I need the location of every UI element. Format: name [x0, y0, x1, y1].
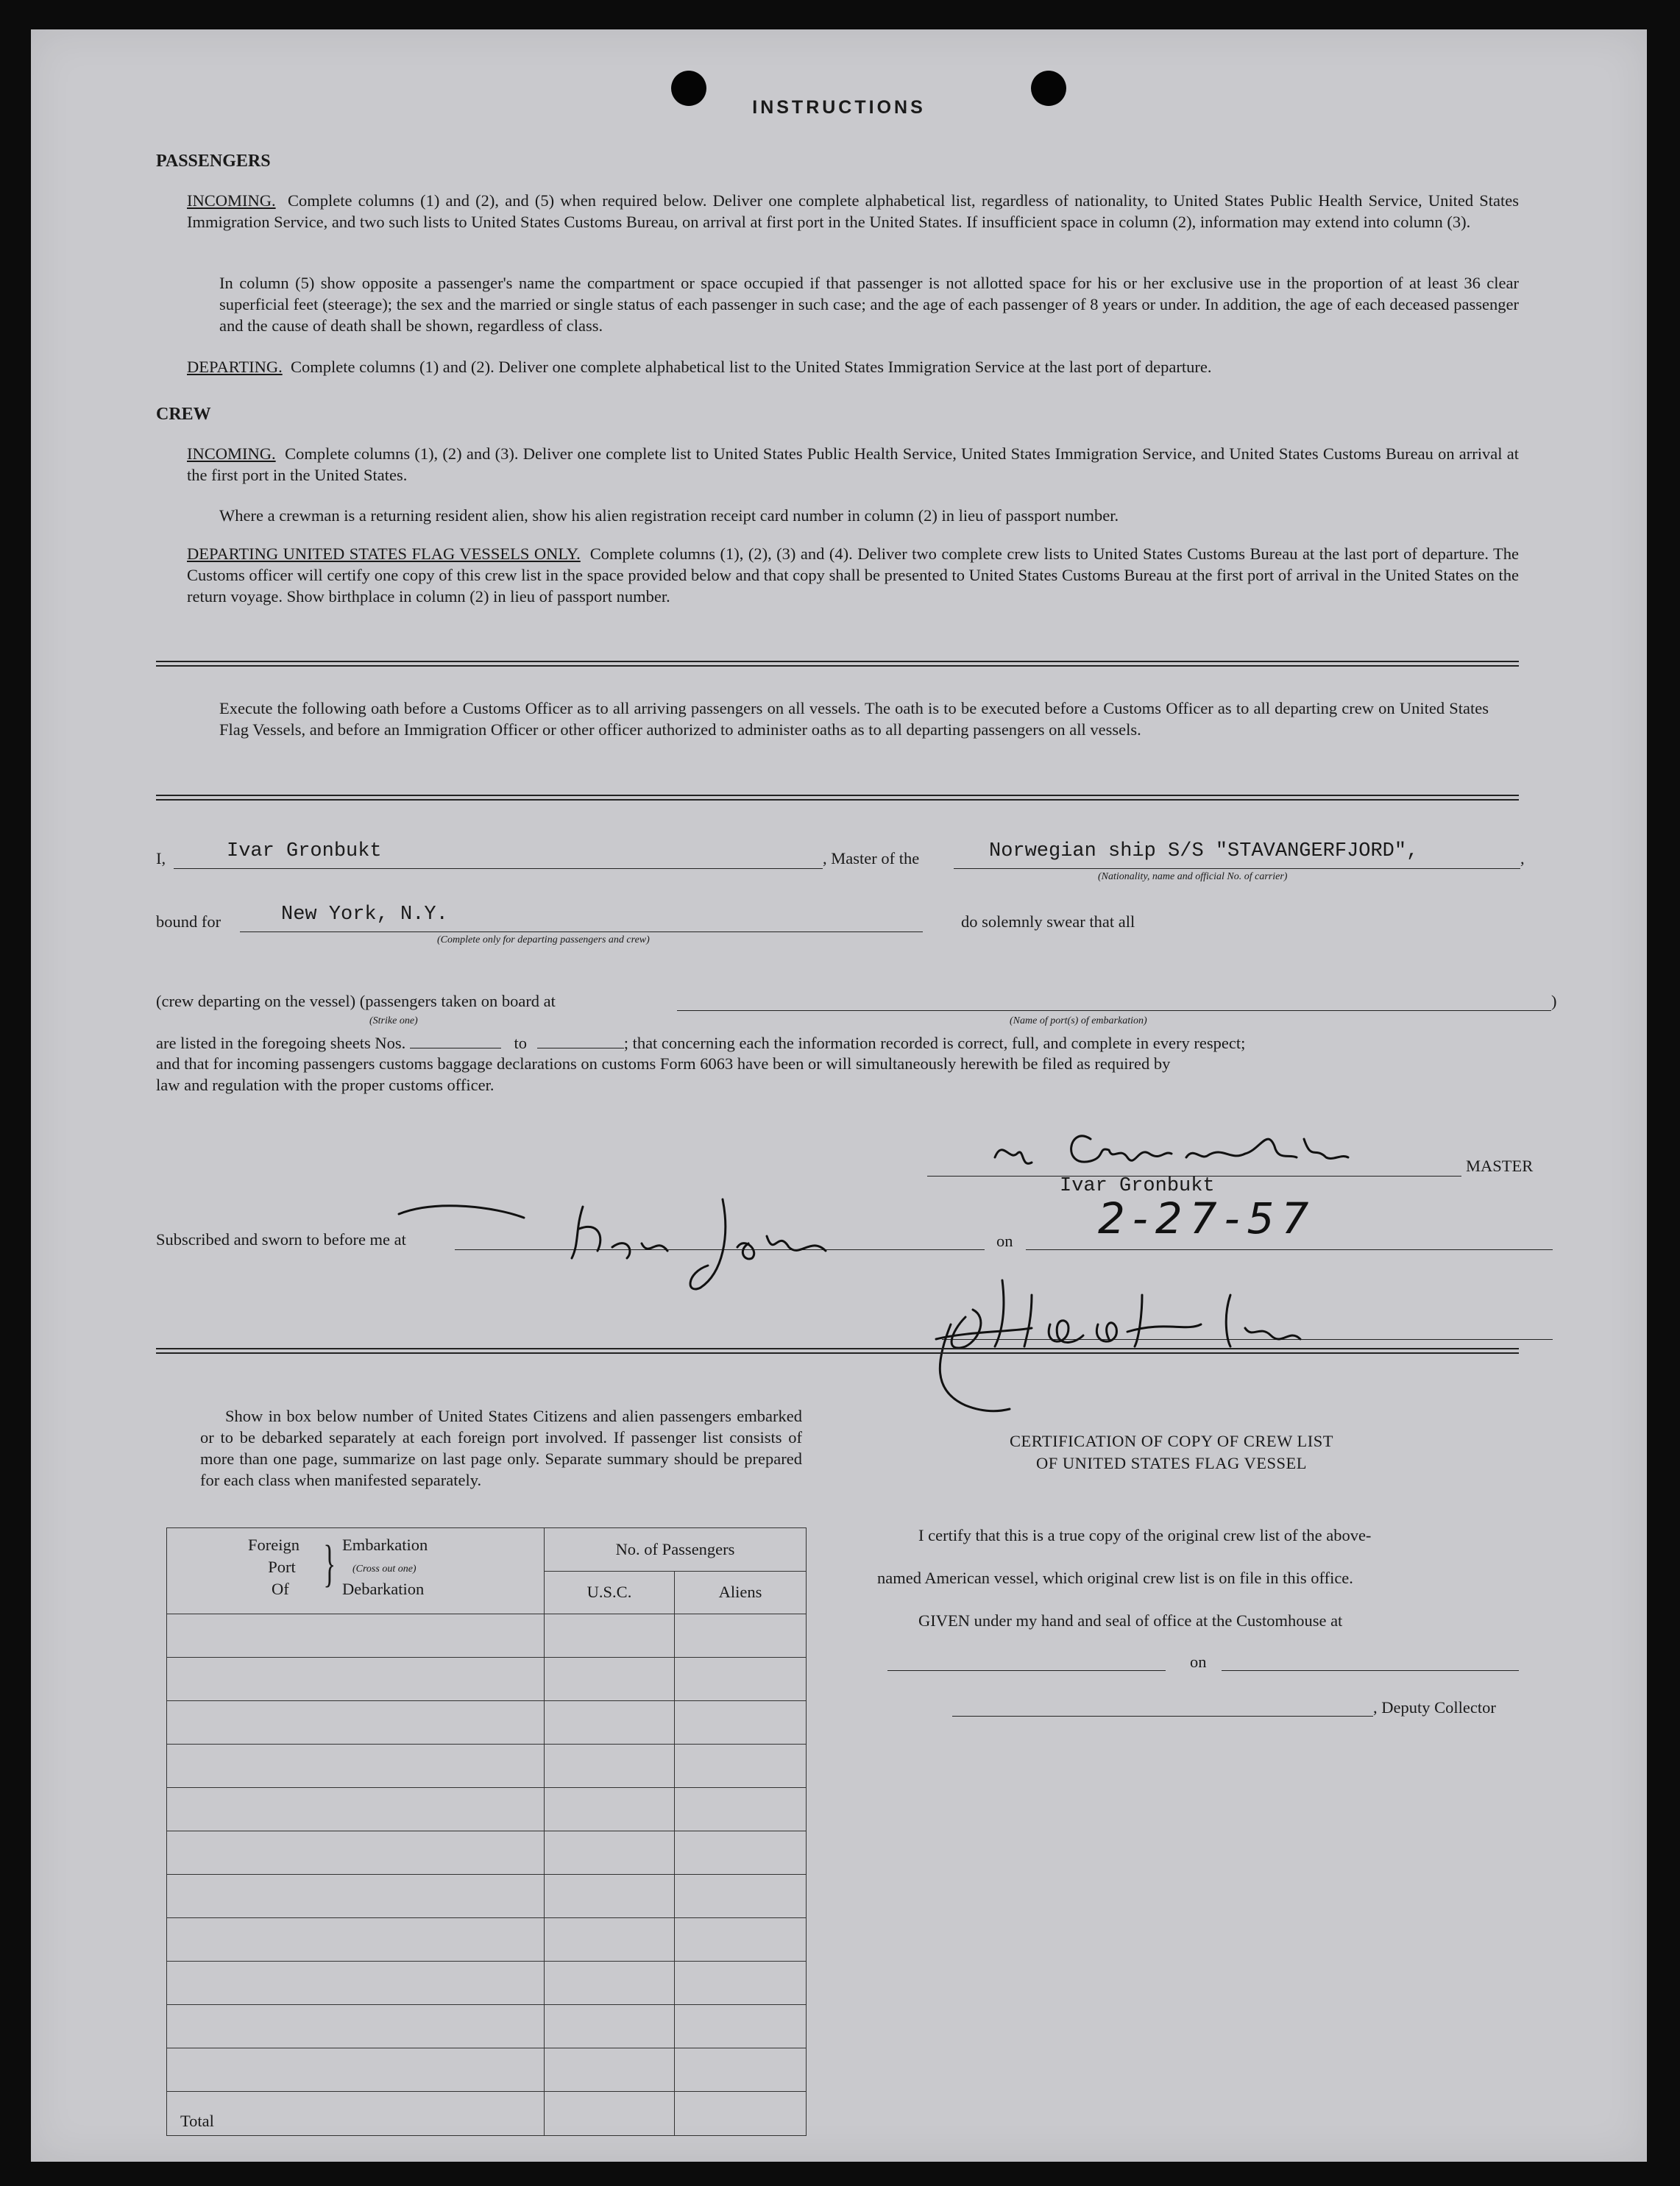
certification-line-3: GIVEN under my hand and seal of office at the Customhouse at: [918, 1611, 1343, 1630]
divider-2a: [156, 795, 1519, 796]
master-name-line: [174, 868, 823, 869]
customhouse-place-line[interactable]: [887, 1670, 1166, 1671]
bound-for-label: bound for: [156, 912, 221, 931]
passengers-departing-label: DEPARTING.: [187, 358, 283, 376]
usc-cell[interactable]: [545, 1831, 675, 1875]
port-cell[interactable]: [167, 1831, 545, 1875]
strike-one-caption: (Strike one): [369, 1015, 418, 1026]
header-aliens: Aliens: [675, 1571, 807, 1614]
port-cell[interactable]: [167, 2048, 545, 2092]
sworn-place-handwriting: [377, 1177, 833, 1310]
destination-caption: (Complete only for departing passengers and crew): [437, 934, 650, 945]
certification-on-label: on: [1190, 1653, 1207, 1671]
header-port: Port: [268, 1558, 296, 1576]
crew-incoming-paragraph: [187, 443, 1519, 486]
crew-incoming-label: INCOMING.: [187, 444, 276, 463]
vessel-field[interactable]: Norwegian ship S/S "STAVANGERFJORD",: [989, 840, 1419, 862]
aliens-cell[interactable]: [675, 1962, 807, 2005]
certification-line-2: named American vessel, which original crew list is on file in this office.: [877, 1569, 1353, 1587]
header-debarkation: Debarkation: [342, 1580, 425, 1598]
table-row[interactable]: [167, 2048, 807, 2092]
sheets-to-label: to: [514, 1034, 528, 1052]
usc-cell[interactable]: [545, 2048, 675, 2092]
divider-1b: [156, 665, 1519, 667]
document-page: [31, 29, 1647, 2162]
crew-departing-text: Complete columns (1), (2), (3) and (4). Deliver two complete crew lists to United States Customs Bureau at the last port of departure. The Customs officer will certify one copy of this crew list in the space provided below and that copy shall be presented to United States Customs Bureau at the first port of arrival in the United States on the return voyage. Show birthplace in column (2) in lieu of passport number.: [187, 544, 1520, 606]
port-cell[interactable]: [167, 1918, 545, 1962]
table-row[interactable]: [167, 1918, 807, 1962]
sworn-on-label: on: [996, 1232, 1013, 1250]
brace-icon: }: [323, 1536, 336, 1592]
deputy-collector-label: , Deputy Collector: [1373, 1698, 1496, 1717]
port-cell[interactable]: [167, 1788, 545, 1831]
sheets-line-1: [156, 1033, 1554, 1053]
passengers-incoming-paragraph: [187, 190, 1519, 233]
table-row[interactable]: [167, 2005, 807, 2048]
usc-cell[interactable]: [545, 1918, 675, 1962]
oath-i-label: I,: [156, 849, 166, 867]
aliens-cell[interactable]: [675, 2005, 807, 2048]
crew-departing-label: DEPARTING UNITED STATES FLAG VESSELS ONLY.: [187, 544, 581, 563]
header-foreign: Foreign: [248, 1536, 300, 1554]
aliens-cell[interactable]: [675, 1745, 807, 1788]
port-cell[interactable]: [167, 2005, 545, 2048]
port-cell[interactable]: [167, 1614, 545, 1658]
usc-cell[interactable]: [545, 1962, 675, 2005]
sheets-from-blank[interactable]: [410, 1033, 501, 1048]
passenger-summary-table: [166, 1527, 807, 2136]
passengers-incoming-label: INCOMING.: [187, 191, 276, 210]
master-of-label: , Master of the: [823, 849, 920, 867]
table-row[interactable]: [167, 1831, 807, 1875]
table-row[interactable]: [167, 1701, 807, 1745]
divider-2b: [156, 799, 1519, 801]
table-total-row[interactable]: [167, 2092, 807, 2136]
header-embarkation: Embarkation: [342, 1536, 428, 1554]
page-title: INSTRUCTIONS: [752, 97, 926, 118]
close-paren: ): [1551, 992, 1557, 1010]
aliens-cell[interactable]: [675, 1658, 807, 1701]
subscribed-label: Subscribed and sworn to before me at: [156, 1230, 406, 1249]
destination-line: [240, 931, 923, 932]
divider-3a: [156, 1348, 1519, 1349]
usc-cell[interactable]: [545, 1745, 675, 1788]
sheets-part1: are listed in the foregoing sheets Nos.: [156, 1034, 406, 1052]
port-cell[interactable]: [167, 1701, 545, 1745]
table-row[interactable]: [167, 1875, 807, 1918]
crew-resident-paragraph: Where a crewman is a returning resident alien, show his alien registration receipt card number in column (2) in lieu of passport number.: [219, 506, 1119, 525]
port-cell[interactable]: [167, 1745, 545, 1788]
total-label: Total: [167, 2092, 545, 2136]
certification-heading-1: CERTIFICATION OF COPY OF CREW LIST: [1009, 1432, 1334, 1450]
sheets-line-3: law and regulation with the proper customs officer.: [156, 1076, 495, 1094]
usc-cell[interactable]: [545, 1701, 675, 1745]
passengers-departing-text: Complete columns (1) and (2). Deliver one complete alphabetical list to the United States Immigration Service at the last port of departure.: [290, 358, 1212, 376]
sworn-date-handwritten[interactable]: 2-27-57: [1098, 1193, 1316, 1243]
table-row[interactable]: [167, 1745, 807, 1788]
aliens-total-cell[interactable]: [675, 2092, 807, 2136]
table-row[interactable]: [167, 1962, 807, 2005]
table-row[interactable]: [167, 1788, 807, 1831]
master-name-field[interactable]: Ivar Gronbukt: [227, 840, 382, 862]
aliens-cell[interactable]: [675, 1831, 807, 1875]
sheets-part2: ; that concerning each the information recorded is correct, full, and complete in every respect;: [623, 1034, 1246, 1052]
passengers-column5-paragraph: In column (5) show opposite a passenger's name the compartment or space occupied if that passenger is not allotted space for his or her exclusive use in the proportion of at least 36 clear superficial feet (steerage); the sex and the married or single status of each passenger in such case; and the age of each passenger of 8 years or under. In addition, the age of each deceased passenger and the cause of death shall be shown, regardless of class.: [219, 274, 1519, 335]
swear-text: do solemnly swear that all: [961, 912, 1135, 931]
crew-incoming-text: Complete columns (1), (2) and (3). Deliver one complete list to United States Public Health Service, United States Immigration Service, and United States Customs Bureau on arrival at the first port in the United States.: [187, 444, 1519, 484]
usc-cell[interactable]: [545, 2005, 675, 2048]
usc-cell[interactable]: [545, 1614, 675, 1658]
header-of: Of: [272, 1580, 289, 1598]
crew-passengers-text: (crew departing on the vessel) (passengers taken on board at: [156, 992, 556, 1010]
aliens-cell[interactable]: [675, 1875, 807, 1918]
usc-cell[interactable]: [545, 1658, 675, 1701]
crew-heading: CREW: [156, 405, 211, 424]
header-usc: U.S.C.: [545, 1571, 675, 1614]
vessel-caption: (Nationality, name and official No. of carrier): [1098, 871, 1288, 882]
vessel-trailing-comma: ,: [1520, 849, 1525, 867]
table-row[interactable]: [167, 1614, 807, 1658]
embarkation-ports-line: [677, 1010, 1551, 1011]
header-cross-out: (Cross out one): [352, 1564, 417, 1575]
usc-cell[interactable]: [545, 1788, 675, 1831]
usc-total-cell[interactable]: [545, 2092, 675, 2136]
passengers-heading: PASSENGERS: [156, 152, 271, 171]
master-label: MASTER: [1466, 1157, 1534, 1175]
officer-signature: [921, 1266, 1436, 1435]
port-cell[interactable]: [167, 1962, 545, 2005]
divider-1a: [156, 661, 1519, 662]
certification-line-1: I certify that this is a true copy of the original crew list of the above-: [918, 1526, 1372, 1544]
sworn-date-line: [1026, 1249, 1553, 1250]
certification-heading-2: OF UNITED STATES FLAG VESSEL: [1035, 1454, 1308, 1472]
sheets-to-blank[interactable]: [537, 1033, 624, 1048]
destination-field[interactable]: New York, N.Y.: [281, 904, 448, 926]
table-header-port: [167, 1528, 545, 1614]
summary-instructions: Show in box below number of United States Citizens and alien passengers embarked or to be debarked separately at each foreign port involved. If passenger list consists of more than one page, summarize on last page only. Separate summary should be prepared for each class when manifested separately.: [200, 1407, 802, 1489]
port-cell[interactable]: [167, 1875, 545, 1918]
header-no-passengers: No. of Passengers: [545, 1528, 807, 1572]
aliens-cell[interactable]: [675, 1918, 807, 1962]
usc-cell[interactable]: [545, 1875, 675, 1918]
vessel-line: [954, 868, 1520, 869]
aliens-cell[interactable]: [675, 1701, 807, 1745]
port-cell[interactable]: [167, 1658, 545, 1701]
crew-departing-paragraph: [187, 543, 1519, 607]
passengers-incoming-text: Complete columns (1) and (2), and (5) when required below. Deliver one complete alphabetical list, regardless of nationality, to United States Public Health Service, United States Immigration Service, and two such lists to United States Customs Bureau, on arrival at first port in the United States. If insufficient space in column (2), information may extend into column (3).: [187, 191, 1520, 231]
deputy-collector-line[interactable]: [952, 1716, 1373, 1717]
certification-date-line[interactable]: [1222, 1670, 1519, 1671]
aliens-cell[interactable]: [675, 1788, 807, 1831]
divider-3b: [156, 1352, 1519, 1354]
aliens-cell[interactable]: [675, 1614, 807, 1658]
sheets-line-2: and that for incoming passengers customs baggage declarations on customs Form 6063 have been or will simultaneously herewith be filed as required by: [156, 1054, 1171, 1073]
aliens-cell[interactable]: [675, 2048, 807, 2092]
master-typed-name: Ivar Gronbukt: [1060, 1175, 1215, 1197]
table-row[interactable]: [167, 1658, 807, 1701]
ports-caption: (Name of port(s) of embarkation): [1010, 1015, 1147, 1026]
oath-instructions: Execute the following oath before a Customs Officer as to all arriving passengers on all vessels. The oath is to be executed before a Customs Officer as to all departing crew on United States Flag Vessels, and before an Immigration Officer or other officer authorized to administer oaths as to all departing passengers on all vessels.: [219, 699, 1489, 739]
passengers-departing-paragraph: [187, 356, 1526, 377]
master-signature: [980, 1117, 1451, 1183]
